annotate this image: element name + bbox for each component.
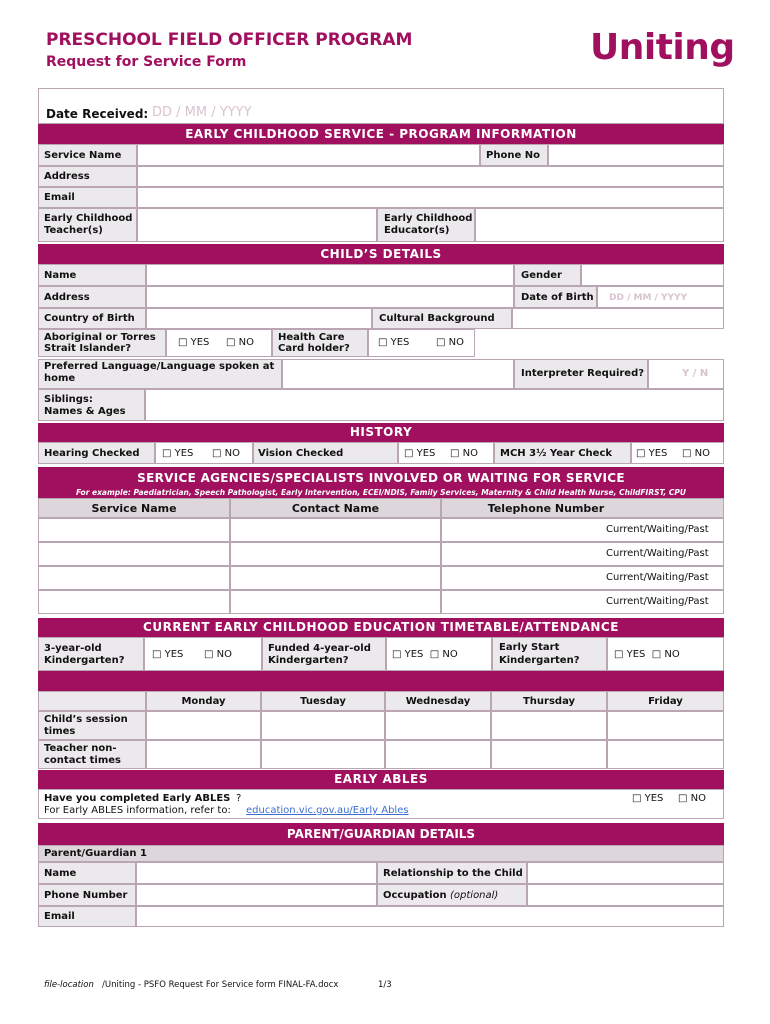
- noncontact-thursday[interactable]: [491, 740, 607, 769]
- agency-row-2-status[interactable]: Current/Waiting/Past: [606, 548, 709, 559]
- ables-no-checkbox[interactable]: □ NO: [678, 793, 706, 804]
- language-label-1: Preferred Language/Language spoken at: [44, 361, 275, 372]
- day-friday-label: Friday: [648, 696, 683, 707]
- dob-placeholder: DD / MM / YYYY: [609, 293, 688, 303]
- parent-heading: PARENT/GUARDIAN DETAILS: [38, 823, 724, 845]
- ables-question-mark: ?: [236, 793, 242, 804]
- noncontact-tuesday[interactable]: [261, 740, 385, 769]
- vision-label: Vision Checked: [258, 448, 344, 459]
- teacher-label-2: Teacher(s): [44, 225, 103, 236]
- relationship-input[interactable]: [527, 862, 724, 884]
- phone-no-input[interactable]: [548, 144, 724, 166]
- child-name-input[interactable]: [146, 264, 514, 286]
- aboriginal-label-2: Strait Islander?: [44, 343, 131, 354]
- siblings-label-2: Names & Ages: [44, 406, 126, 417]
- interpreter-yn: Y / N: [682, 368, 709, 379]
- health-label-2: Card holder?: [278, 343, 350, 354]
- date-received-placeholder: DD / MM / YYYY: [152, 105, 252, 120]
- history-heading: HISTORY: [38, 423, 724, 442]
- parent-email-input[interactable]: [136, 906, 724, 927]
- gender-label: Gender: [521, 270, 562, 281]
- health-yes-checkbox[interactable]: □ YES: [378, 337, 410, 348]
- agency-row-3-status[interactable]: Current/Waiting/Past: [606, 572, 709, 583]
- mch-yes-checkbox[interactable]: □ YES: [636, 448, 668, 459]
- program-title: PRESCHOOL FIELD OFFICER PROGRAM: [46, 30, 413, 50]
- educator-label-1: Early Childhood: [384, 213, 473, 224]
- child-address-label: Address: [44, 292, 90, 303]
- agency-row-4-contact[interactable]: [230, 590, 441, 614]
- teacher-label-1: Early Childhood: [44, 213, 133, 224]
- child-heading: CHILD’S DETAILS: [38, 244, 724, 264]
- health-label-1: Health Care: [278, 332, 345, 343]
- session-thursday[interactable]: [491, 711, 607, 740]
- interpreter-label: Interpreter Required?: [521, 368, 645, 379]
- parent-subheading: Parent/Guardian 1: [44, 848, 147, 859]
- occupation-optional: (optional): [450, 890, 499, 901]
- k3-no-checkbox[interactable]: □ NO: [204, 649, 232, 660]
- parent-phone-input[interactable]: [136, 884, 377, 906]
- es-label-2: Kindergarten?: [499, 655, 580, 666]
- k4-label-1: Funded 4-year-old: [268, 643, 371, 654]
- agencies-col-phone-label: Telephone Number: [487, 502, 605, 515]
- hearing-label: Hearing Checked: [44, 448, 140, 459]
- aboriginal-no-checkbox[interactable]: □ NO: [226, 337, 254, 348]
- k4-label-2: Kindergarten?: [268, 655, 349, 666]
- parent-phone-label: Phone Number: [44, 890, 128, 901]
- footer-file-name: /Uniting - PSFO Request For Service form FINAL-FA.docx: [102, 980, 339, 990]
- day-corner: [38, 691, 146, 711]
- teacher-input[interactable]: [137, 208, 377, 242]
- educator-label-2: Educator(s): [384, 225, 450, 236]
- agencies-heading: SERVICE AGENCIES/SPECIALISTS INVOLVED OR WAITING FOR SERVICE: [137, 471, 625, 485]
- service-name-input[interactable]: [137, 144, 480, 166]
- agencies-col-contact-label: Contact Name: [291, 502, 380, 515]
- aboriginal-label-1: Aboriginal or Torres: [44, 332, 156, 343]
- date-received-label: Date Received:: [46, 107, 149, 121]
- day-thursday-label: Thursday: [522, 696, 576, 707]
- ec-email-label: Email: [44, 192, 75, 203]
- k3-label-2: Kindergarten?: [44, 655, 125, 666]
- day-monday-label: Monday: [181, 696, 226, 707]
- noncontact-monday[interactable]: [146, 740, 261, 769]
- form-title: Request for Service Form: [46, 54, 247, 70]
- agency-row-3-service[interactable]: [38, 566, 230, 590]
- session-friday[interactable]: [607, 711, 724, 740]
- session-label-2: times: [44, 726, 76, 737]
- hearing-yes-checkbox[interactable]: □ YES: [162, 448, 194, 459]
- ables-yes-checkbox[interactable]: □ YES: [632, 793, 664, 804]
- vision-yes-checkbox[interactable]: □ YES: [404, 448, 436, 459]
- mch-no-checkbox[interactable]: □ NO: [682, 448, 710, 459]
- health-no-checkbox[interactable]: □ NO: [436, 337, 464, 348]
- k3-yes-checkbox[interactable]: □ YES: [152, 649, 184, 660]
- day-wednesday-label: Wednesday: [405, 696, 471, 707]
- ables-link[interactable]: education.vic.gov.au/Early Ables: [246, 805, 409, 816]
- noncontact-friday[interactable]: [607, 740, 724, 769]
- ables-info: For Early ABLES information, refer to:: [44, 805, 231, 816]
- session-label-1: Child’s session: [44, 714, 128, 725]
- child-address-input[interactable]: [146, 286, 514, 308]
- k3-label-1: 3-year-old: [44, 643, 102, 654]
- es-yes-no-checkboxes[interactable]: □ YES □ NO: [614, 649, 680, 660]
- gender-input[interactable]: [581, 264, 724, 286]
- agency-row-1-contact[interactable]: [230, 518, 441, 542]
- vision-no-checkbox[interactable]: □ NO: [450, 448, 478, 459]
- hearing-no-checkbox[interactable]: □ NO: [212, 448, 240, 459]
- ec-address-label: Address: [44, 171, 90, 182]
- footer-page: 1/3: [378, 980, 392, 990]
- timetable-spacer-band: [38, 671, 724, 691]
- ables-heading: EARLY ABLES: [38, 770, 724, 789]
- agency-row-3-contact[interactable]: [230, 566, 441, 590]
- session-wednesday[interactable]: [385, 711, 491, 740]
- child-name-label: Name: [44, 270, 77, 281]
- ables-question: Have you completed Early ABLES: [44, 793, 231, 804]
- phone-no-label: Phone No: [486, 150, 540, 161]
- parent-email-label: Email: [44, 911, 75, 922]
- relationship-label: Relationship to the Child: [383, 868, 523, 879]
- agency-row-1-service[interactable]: [38, 518, 230, 542]
- cultural-input[interactable]: [512, 308, 724, 329]
- occupation-input[interactable]: [527, 884, 724, 906]
- agencies-example: For example: Paediatrician, Speech Pathologist, Early Intervention, ECEI/NDIS, Family Services, Maternity & Child Health Nurse, ChildFIRST, CPU: [76, 488, 686, 497]
- dob-label: Date of Birth: [521, 292, 594, 303]
- ec-email-input[interactable]: [137, 187, 724, 208]
- agency-row-2-contact[interactable]: [230, 542, 441, 566]
- ec-address-input[interactable]: [137, 166, 724, 187]
- agency-row-1-status[interactable]: Current/Waiting/Past: [606, 524, 709, 535]
- agency-row-2-service[interactable]: [38, 542, 230, 566]
- language-input[interactable]: [282, 359, 514, 389]
- session-tuesday[interactable]: [261, 711, 385, 740]
- timetable-heading: CURRENT EARLY CHILDHOOD EDUCATION TIMETABLE/ATTENDANCE: [38, 618, 724, 637]
- language-label-2: home: [44, 373, 76, 384]
- country-input[interactable]: [146, 308, 372, 329]
- footer-file-prefix: file-location: [44, 980, 94, 990]
- country-label: Country of Birth: [44, 313, 135, 324]
- cultural-label: Cultural Background: [379, 313, 495, 324]
- uniting-logo: Uniting: [590, 27, 735, 68]
- agency-row-4-status[interactable]: Current/Waiting/Past: [606, 596, 709, 607]
- parent-name-label: Name: [44, 868, 77, 879]
- aboriginal-yes-checkbox[interactable]: □ YES: [178, 337, 210, 348]
- agencies-col-service-label: Service Name: [91, 502, 177, 515]
- day-tuesday-label: Tuesday: [300, 696, 346, 707]
- siblings-input[interactable]: [145, 389, 724, 421]
- es-label-1: Early Start: [499, 642, 560, 653]
- mch-label: MCH 3½ Year Check: [500, 448, 613, 459]
- noncontact-label-2: contact times: [44, 755, 121, 766]
- siblings-label-1: Siblings:: [44, 394, 93, 405]
- noncontact-label-1: Teacher non-: [44, 743, 117, 754]
- parent-name-input[interactable]: [136, 862, 377, 884]
- occupation-label: Occupation: [383, 890, 447, 901]
- service-name-label: Service Name: [44, 150, 122, 161]
- noncontact-wednesday[interactable]: [385, 740, 491, 769]
- k4-yes-no-checkboxes[interactable]: □ YES □ NO: [392, 649, 458, 660]
- agency-row-4-service[interactable]: [38, 590, 230, 614]
- session-monday[interactable]: [146, 711, 261, 740]
- educator-input[interactable]: [475, 208, 724, 242]
- ec-service-heading: EARLY CHILDHOOD SERVICE - PROGRAM INFORMATION: [38, 124, 724, 144]
